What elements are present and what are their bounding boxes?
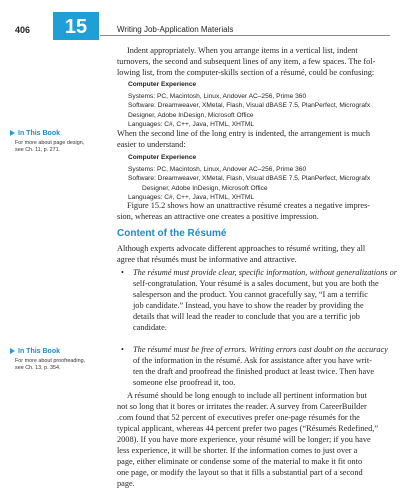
- text-line: A résumé should be long enough to include all pertinent information but: [127, 391, 367, 400]
- example-line: Languages: C#, C++, Java, HTML, XHTML: [128, 121, 255, 129]
- text-line: job candidate.” Instead, you have to show the reader by providing the: [133, 301, 364, 310]
- header-rule: [100, 35, 390, 36]
- example-line: Systems: PC, Macintosh, Linux, Andover AC–256, Prime 360: [128, 92, 307, 100]
- text-line: ten the draft and proofread the finished product at least twice. Then have: [133, 367, 375, 376]
- text-line: one page, or modify the layout so that it fills a substantial part of a second: [117, 468, 363, 477]
- text-line: page.: [117, 479, 135, 488]
- example-list-indented: [128, 153, 390, 203]
- text-line: turnovers, the second and subsequent lines of any item, a few spaces. The fol-: [117, 57, 376, 66]
- text-line: easier to understand:: [117, 140, 186, 149]
- text-line: salesperson and the product. You cannot gracefully say, “I am a terrific: [133, 290, 368, 299]
- bullet-item: [117, 267, 398, 333]
- arrow-icon: [10, 348, 15, 354]
- example-line: Systems: PC, Macintosh, Linux, Andover AC–256, Prime 360: [128, 165, 307, 173]
- running-head: Writing Job-Application Materials: [117, 25, 234, 34]
- section-heading: Content of the Résumé: [117, 228, 227, 239]
- example-line: Designer, Adobe InDesign, Microsoft Office: [128, 111, 254, 119]
- text-line: The résumé must provide clear, specific information, without generalizations or: [133, 268, 398, 277]
- example-line-indented: Designer, Adobe InDesign, Microsoft Office: [142, 184, 268, 192]
- margin-note-text: For more about proofreading, see Ch. 13, p. 354.: [15, 358, 86, 371]
- text-line: details that will lead the reader to conclude that you are a terrific job: [133, 312, 360, 321]
- text-line: Indent appropriately. When you arrange items in a vertical list, indent: [127, 46, 358, 55]
- text-line: sion, whereas an attractive one creates a positive impression.: [117, 212, 319, 221]
- text-line: candidate.: [133, 323, 167, 332]
- closing-paragraph: [117, 390, 387, 489]
- example-title: Computer Experience: [128, 81, 197, 88]
- margin-note-text: For more about page design, see Ch. 11, p. 271.: [15, 140, 85, 153]
- bullet-item: [117, 344, 392, 388]
- text-line: When the second line of the long entry is indented, the arrangement is much: [117, 129, 370, 138]
- text-line: Although experts advocate different approaches to résumé writing, they all: [117, 244, 366, 253]
- margin-note-heading: In This Book: [10, 130, 60, 137]
- text-line: someone else proofread it, too.: [133, 378, 236, 387]
- text-line: Figure 15.2 shows how an unattractive résumé creates a negative impres-: [127, 201, 371, 210]
- text-line: of the information in the résumé. Ask for assistance after you have writ-: [133, 356, 372, 365]
- example-line: Languages: C#, C++, Java, HTML, XHTML: [128, 194, 255, 202]
- example-line: Software: Dreamweaver, XMetal, Flash, Visual dBASE 7.5, PlanPerfect, Micrografx: [128, 102, 371, 110]
- margin-note-heading: In This Book: [10, 348, 60, 355]
- text-line: less experience, it will be shorter. If the information comes to just over a: [117, 446, 358, 455]
- bullet-icon: •: [121, 268, 124, 277]
- text-line: self-congratulation. Your résumé is a sales document, but you are both the: [133, 279, 379, 288]
- second-paragraph: [117, 128, 387, 150]
- figure-paragraph: [117, 200, 387, 222]
- example-list-unindented: [128, 80, 390, 130]
- intro-paragraph: [117, 45, 387, 78]
- bullet-icon: •: [121, 345, 124, 354]
- text-line: typical applicant, whereas 44 percent prefer two pages (“Résumés Redefined,”: [117, 424, 379, 433]
- arrow-icon: [10, 130, 15, 136]
- section-intro: [117, 243, 387, 265]
- text-line: page, either eliminate or condense some of the material to make it fit onto: [117, 457, 363, 466]
- text-line: The résumé must be free of errors. Writing errors cast doubt on the accuracy: [133, 345, 388, 354]
- chapter-number: 15: [64, 16, 88, 38]
- example-title: Computer Experience: [128, 154, 197, 161]
- text-line: agree that résumés must be informative and attractive.: [117, 255, 297, 264]
- page-number: 406: [15, 25, 31, 35]
- text-line: lowing list, from the computer-skills section of a résumé, could be confusing:: [117, 68, 375, 77]
- text-line: not so long that it bores or irritates the reader. A survey from CareerBuilder: [117, 402, 367, 411]
- example-line: Software: Dreamweaver, XMetal, Flash, Visual dBASE 7.5, PlanPerfect, Micrografx: [128, 175, 371, 183]
- text-line: .com found that 52 percent of executives prefer one-page résumés for the: [117, 413, 360, 422]
- text-line: 2008). If you have more experience, your résumé will be longer; if you have: [117, 435, 371, 444]
